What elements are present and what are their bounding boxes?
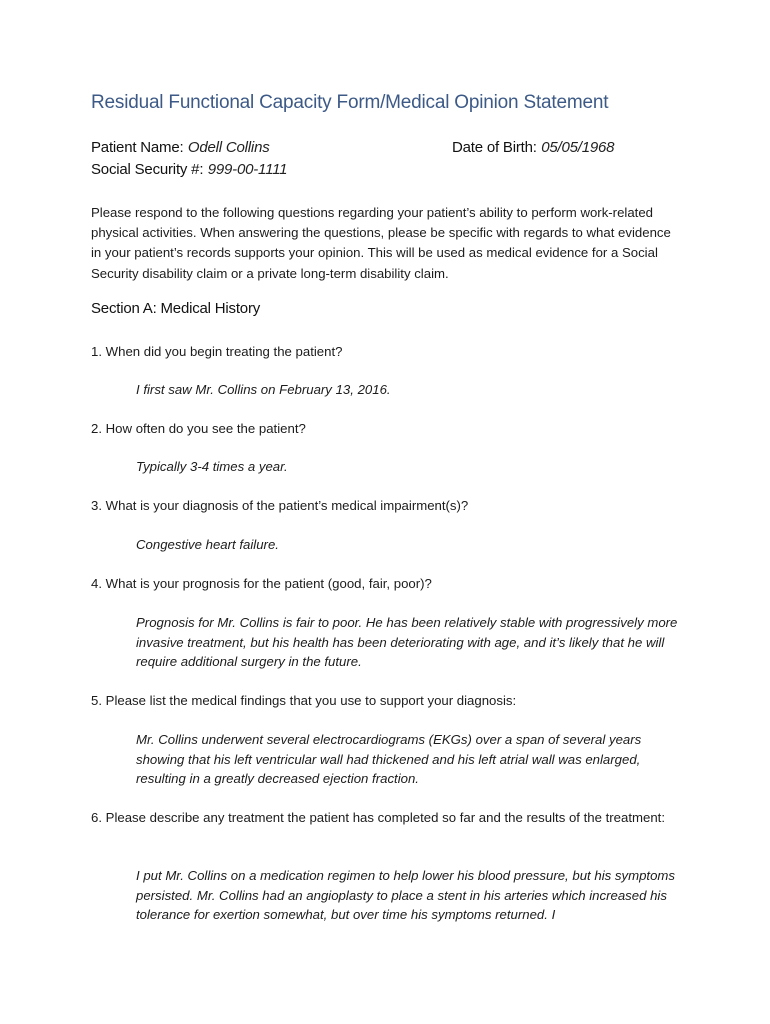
question-4: 4. What is your prognosis for the patient (good, fair, poor)? bbox=[91, 576, 432, 591]
question-6: 6. Please describe any treatment the patient has completed so far and the results of the treatment: bbox=[91, 810, 665, 825]
ssn-value: 999-00-1111 bbox=[207, 161, 288, 178]
document-title: Residual Functional Capacity Form/Medical Opinion Statement bbox=[91, 92, 609, 113]
answer-1: I first saw Mr. Collins on February 13, 2016. bbox=[136, 382, 391, 397]
patient-name-label: Patient Name: bbox=[91, 139, 184, 156]
question-2: 2. How often do you see the patient? bbox=[91, 421, 306, 436]
patient-name-row bbox=[91, 139, 270, 157]
ssn-label: Social Security #: bbox=[91, 161, 204, 178]
answer-3: Congestive heart failure. bbox=[136, 537, 279, 552]
question-1: 1. When did you begin treating the patient? bbox=[91, 344, 343, 359]
question-3: 3. What is your diagnosis of the patient’s medical impairment(s)? bbox=[91, 498, 469, 513]
answer-5: Mr. Collins underwent several electrocardiograms (EKGs) over a span of several years showing that his left ventricular wall had thickened and his left atrial wall was enlarged, resulting in a greatly decreased ejection fraction. bbox=[136, 732, 642, 787]
section-a-heading: Section A: Medical History bbox=[91, 300, 261, 317]
answer-6: I put Mr. Collins on a medication regimen to help lower his blood pressure, but his symptoms persisted. Mr. Collins had an angioplasty to place a stent in his arteries which increased his tolerance for exertion somewhat, but over time his symptoms returned. I bbox=[136, 868, 675, 923]
intro-paragraph: Please respond to the following questions regarding your patient’s ability to perform work-related physical activities. When answering the questions, please be specific with regards to what evidence in your patient’s records supports your opinion. This will be used as medical evidence for a Social Security disability claim or a private long-term disability claim. bbox=[91, 205, 671, 281]
date-of-birth-row bbox=[452, 139, 614, 157]
dob-value: 05/05/1968 bbox=[541, 139, 615, 156]
answer-4: Prognosis for Mr. Collins is fair to poor. He has been relatively stable with progressively more invasive treatment, but his health has been deteriorating with age, and it’s likely that he will require additional surgery in the future. bbox=[136, 615, 678, 670]
dob-label: Date of Birth: bbox=[452, 139, 537, 156]
answer-2: Typically 3-4 times a year. bbox=[136, 459, 288, 474]
patient-name-value: Odell Collins bbox=[187, 139, 270, 156]
social-security-row bbox=[91, 161, 287, 179]
question-5: 5. Please list the medical findings that you use to support your diagnosis: bbox=[91, 693, 517, 708]
